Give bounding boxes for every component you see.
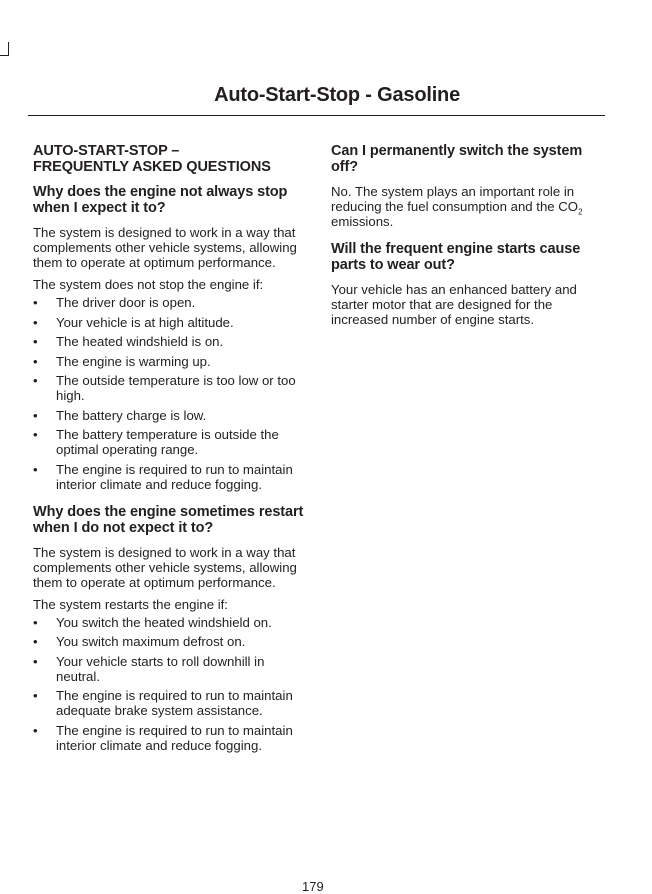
list-item: • The engine is required to run to maintain interior climate and reduce fogging. — [33, 461, 293, 492]
bullet-icon: • — [33, 634, 38, 649]
faq-question-3: Can I permanently switch the system off? — [331, 143, 583, 175]
faq-answer-1: The system is designed to work in a way that complements other vehicle systems, allowing them to operate at optimum performance. — [33, 225, 297, 270]
list-item: • The engine is required to run to maintain interior climate and reduce fogging. — [33, 722, 293, 753]
list-intro-2: The system restarts the engine if: — [33, 596, 228, 612]
faq-question-2: Why does the engine sometimes restart when I do not expect it to? — [33, 503, 304, 536]
section-heading-line2: FREQUENTLY ASKED QUESTIONS — [33, 159, 271, 175]
bullet-icon: • — [33, 334, 38, 349]
faq-question-4: Will the frequent engine starts cause parts to wear out? — [331, 241, 581, 273]
faq-answer-4: Your vehicle has an enhanced battery and starter motor that are designed for the increased number of engine starts. — [331, 282, 577, 327]
list-item: • The heated windshield is on. — [33, 334, 224, 349]
bullet-icon: • — [33, 373, 38, 388]
faq-question-1: Why does the engine not always stop when I expect it to? — [33, 184, 288, 216]
left-column — [33, 143, 305, 765]
list-item: • The driver door is open. — [33, 295, 196, 310]
list-item: • You switch the heated windshield on. — [33, 614, 272, 630]
faq-answer-2: The system is designed to work in a way that complements other vehicle systems, allowing them to operate at optimum performance. — [33, 544, 297, 590]
bullet-icon: • — [33, 353, 38, 369]
co2-subscript: 2 — [578, 207, 583, 217]
list-item: • The battery temperature is outside the optimal operating range. — [33, 427, 279, 457]
bullet-icon: • — [33, 461, 38, 477]
list-item: • The outside temperature is too low or too high. — [33, 373, 296, 403]
section-heading-line1: AUTO-START-STOP – — [33, 143, 180, 159]
bullet-icon: • — [33, 614, 38, 630]
page-title: Auto-Start-Stop - Gasoline — [214, 84, 460, 106]
list-item: • The battery charge is low. — [33, 407, 207, 423]
bullet-icon: • — [33, 295, 38, 310]
bullet-icon: • — [33, 653, 38, 669]
list-item: • The engine is required to run to maintain adequate brake system assistance. — [33, 688, 293, 718]
section-heading — [33, 143, 305, 175]
bullet-list-2 — [33, 615, 305, 753]
title-rule — [28, 115, 605, 116]
right-column — [331, 143, 607, 339]
bullet-icon: • — [33, 688, 38, 703]
bullet-list-1 — [33, 295, 305, 492]
bullet-icon: • — [33, 427, 38, 442]
list-item: • You switch maximum defrost on. — [33, 634, 246, 649]
page-number: 179 — [302, 879, 324, 894]
list-item: • Your vehicle starts to roll downhill in neutral. — [33, 653, 265, 684]
list-item: • Your vehicle is at high altitude. — [33, 314, 234, 330]
bullet-icon: • — [33, 314, 38, 330]
bullet-icon: • — [33, 722, 38, 738]
bullet-icon: • — [33, 407, 38, 423]
list-item: • The engine is warming up. — [33, 353, 211, 369]
faq-answer-3: No. The system plays an important role in reducing the fuel consumption and the $CO_2$ emissions. — [331, 184, 583, 229]
list-intro-1: The system does not stop the engine if: — [33, 277, 264, 292]
crop-mark — [0, 42, 9, 56]
